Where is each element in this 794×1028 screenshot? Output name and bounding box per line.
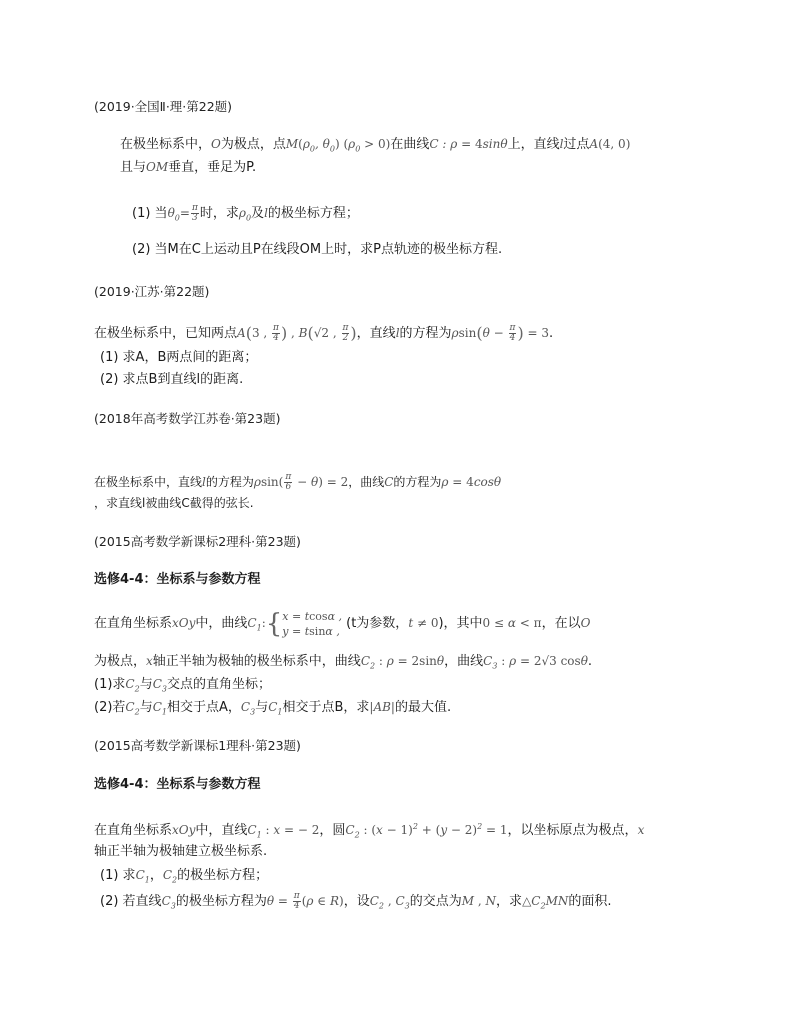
text: 的极坐标方程为 [175,894,267,909]
text: l [202,475,206,489]
formula: M , N [461,894,497,908]
text: ，设 [343,894,370,909]
problem-3-line-2: ，求直线l被曲线C截得的弦长. [94,496,254,510]
formula: t ≠ 0 [408,616,439,630]
text: 在极坐标系中，直线 [94,475,203,489]
problem-4-line-1 [94,606,590,645]
source-label: (2018年高考数学江苏卷·第23题) [94,411,281,426]
text: O [211,137,221,151]
text: 的方程为 [393,475,442,489]
text: 垂直，垂足为 [168,160,247,175]
source-label: (2019·江苏·第22题) [94,284,210,299]
formula: $\rho_0$ [238,206,252,223]
formula: $C_3$ : ρ = 2√3 cosθ [483,654,588,671]
formula: xOy [172,616,196,630]
text: (1)求 [94,677,126,692]
formula: $C_2$ [125,700,140,717]
text: 在极坐标系中， [120,137,212,152]
formula: $C_1:\{x = tcos\alpha$ , y = tsinα , [247,608,342,639]
text: 与 [255,700,269,715]
formula: x [637,823,645,837]
text: 中，曲线 [195,616,248,631]
text: 的交点为 [409,894,462,909]
text: (t为参数， [346,616,409,631]
formula: ρ = 4cosθ [441,475,502,489]
formula: $C_3$ [161,894,176,911]
formula: $M(\rho_0$, $\theta_0$) $(\rho_0 > 0)$ [285,137,391,154]
text: 在曲线 [390,137,430,152]
problem-5-line-2: 轴正半轴为极轴建立极坐标系. [94,844,268,859]
text: 的极坐标方程； [267,206,359,221]
problem-2-line-1 [94,320,553,347]
text: (2)若 [94,700,126,715]
text: 的面积. [568,894,612,909]
text: 且与 [120,160,147,175]
problem-1-line-2 [120,158,256,177]
text: 与 [139,700,153,715]
formula: $C_3$ [240,700,256,717]
text: )，其中 [438,616,483,631]
text: ，曲线 [348,475,385,489]
source-label: (2015高考数学新课标1理科·第23题) [94,738,301,753]
source-label: (2015高考数学新课标2理科·第23题) [94,534,301,549]
formula: A(4, 0) [589,137,631,151]
formula: C : ρ = 4sinθ [429,137,508,151]
text: 相交于点B，求 [282,700,370,715]
text: ，直线 [356,326,396,341]
text: 为极点，点 [220,137,286,152]
text: ， [149,868,163,883]
problem-4-question-1 [94,675,271,698]
formula: $\triangle C_2MN$ [522,894,569,911]
formula: $C_1$ [135,868,150,885]
formula: ρsin(θ − $\frac{\pi}{4}$ ) = 3 [451,323,550,343]
text: 相交于点A， [167,700,241,715]
text: (1) 当 [132,206,168,221]
formula: $C_2$ : ρ = 2sinθ [360,654,445,671]
text: 中，直线 [195,823,248,838]
problem-1-line-1 [120,135,630,158]
problem-5-question-1 [100,866,268,889]
text: ，在以 [541,616,581,631]
formula: $\theta_0=$ $\frac{\pi}{3}$ [167,203,198,223]
formula: $C_3$ [152,677,167,694]
formula: $C_1$ : x = − 2 [247,823,320,840]
formula: $C_2$ : $(x - 1)^2 + (y - 2)^2 = 1$ [345,822,508,840]
text: 为极点， [94,654,147,669]
text: P. [246,160,257,175]
section-heading: 选修4-4：坐标系与参数方程 [94,777,261,792]
text: 过点 [563,137,590,152]
text: . [587,654,593,669]
formula: |AB| [369,700,395,714]
source-label: (2019·全国Ⅱ·理·第22题) [94,99,233,114]
text: l [264,206,268,220]
problem-2-question-1: (1) 求A，B两点间的距离； [100,350,258,365]
text: 在直角坐标系 [94,823,173,838]
text: 上，直线 [507,137,560,152]
problem-4-line-2 [94,652,592,675]
section-heading: 选修4-4：坐标系与参数方程 [94,572,261,587]
formula: $C_2$ [162,868,178,885]
text: 的方程为 [399,326,452,341]
formula: 0 ≤ α < π [482,616,542,630]
problem-1-question-1 [132,200,359,231]
text: ，以坐标原点为极点， [507,823,638,838]
formula: $C_2$ , $C_3$ [369,894,410,911]
text: O [580,616,591,630]
text: l [559,137,564,151]
problem-2-question-2: (2) 求点B到直线l的距离. [100,372,244,387]
text: ，求 [496,894,523,909]
text: 与 [139,677,153,692]
formula: $C_2$ [125,677,140,694]
problem-5-question-2 [100,888,612,919]
problem-4-question-2 [94,698,451,721]
formula: A(3 , $\frac{\pi}{4}$ ) , B(√2 , $\frac{\pi}{2}$ ) [237,323,357,343]
text: 及 [251,206,265,221]
text: 在极坐标系中，已知两点 [94,326,238,341]
formula: xOy [172,823,196,837]
text: 的方程为 [205,475,254,489]
text: 的最大值. [394,700,452,715]
text: 时，求 [199,206,239,221]
formula: θ = $\frac{\pi}{4}$ (ρ ∈ R) [266,891,344,911]
text: l [395,326,400,340]
text: C [384,475,394,489]
formula: x [146,654,153,668]
text: (1) 求 [100,868,136,883]
text: . [549,326,554,341]
formula: ρsin( $\frac{\pi}{6}$ − θ) = 2 [253,472,349,492]
text: ，曲线 [444,654,484,669]
formula: $C_1$ [152,700,167,717]
problem-3-line-1 [94,470,501,494]
problem-5-line-1 [94,818,644,844]
text: 交点的直角坐标； [167,677,272,692]
text: 在直角坐标系 [94,616,173,631]
problem-1-question-2: (2) 当M在C上运动且P在线段OM上时，求P点轨迹的极坐标方程. [132,242,503,257]
text: ，圆 [319,823,346,838]
text: (2) 若直线 [100,894,162,909]
text: 轴正半轴为极轴的极坐标系中，曲线 [152,654,361,669]
formula: $C_1$ [268,700,283,717]
formula: OM [146,160,169,174]
text: 的极坐标方程； [177,868,269,883]
